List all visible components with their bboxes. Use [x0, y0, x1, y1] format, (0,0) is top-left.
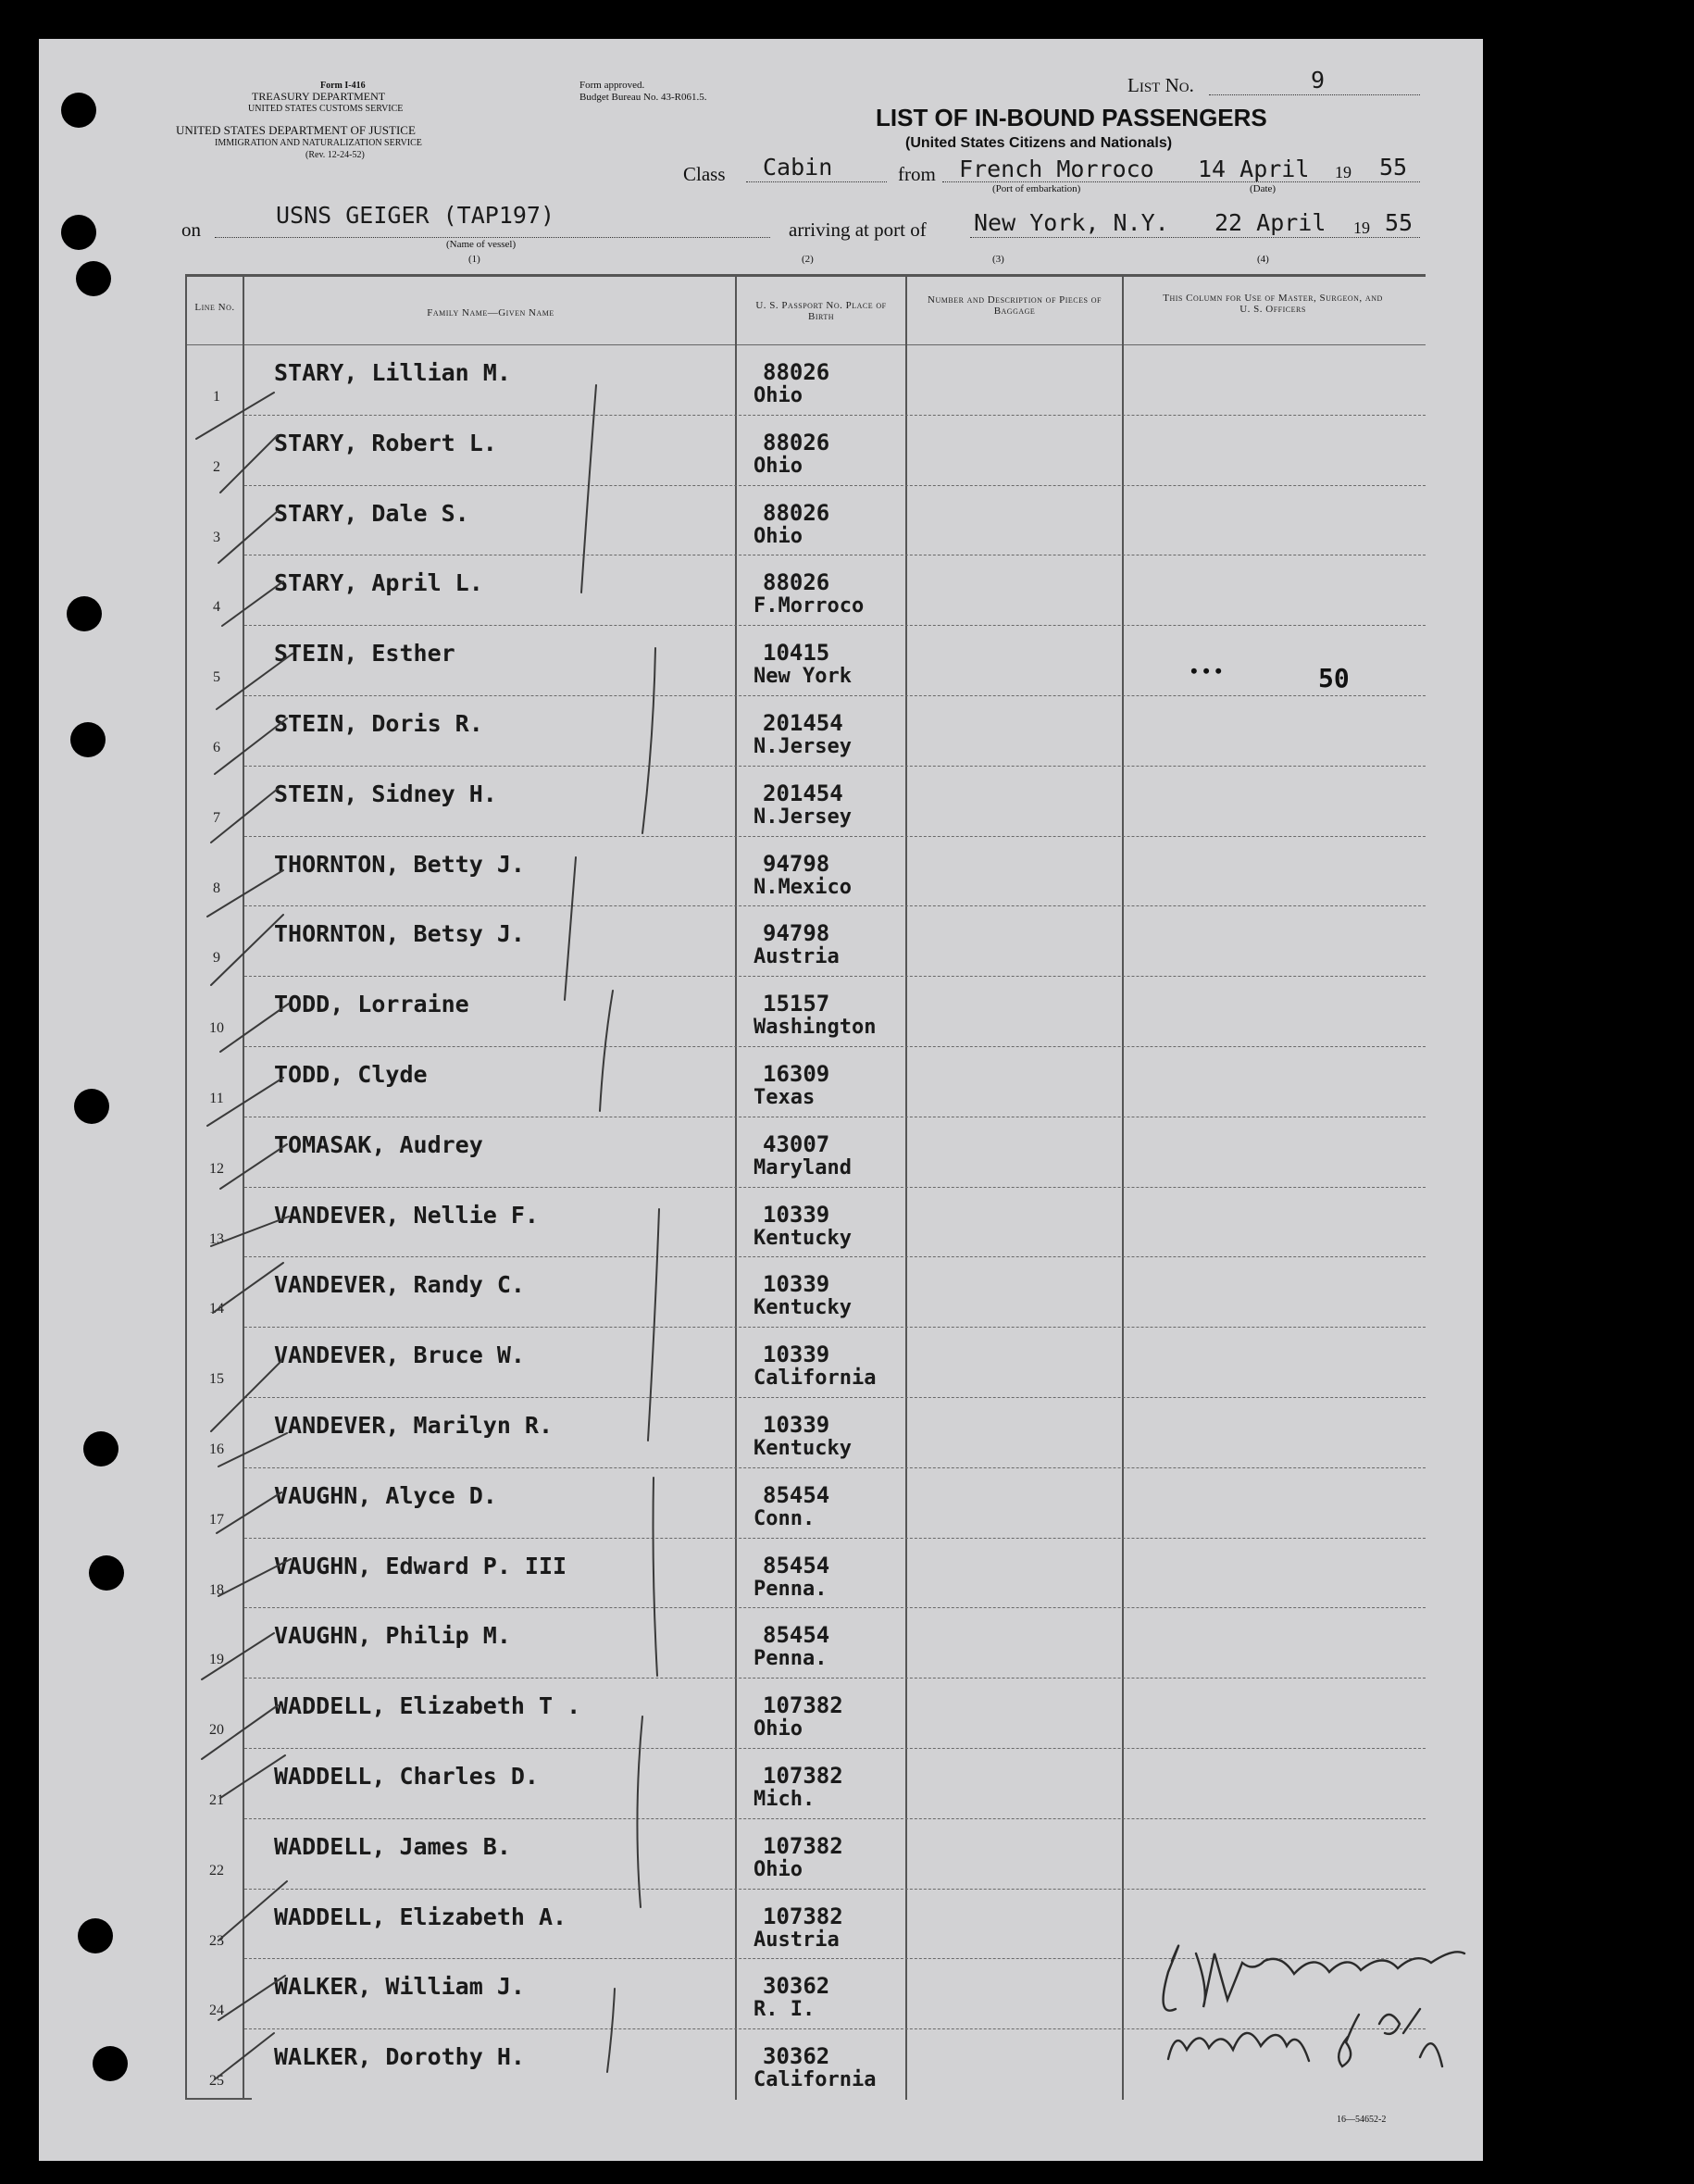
- line-number: 18: [209, 1581, 224, 1598]
- passport-number: 94798: [763, 850, 830, 877]
- place-of-birth: Ohio: [754, 1857, 803, 1881]
- passport-number: 88026: [763, 569, 830, 596]
- embark-date: 14 April: [1198, 156, 1310, 182]
- passenger-name: TODD, Clyde: [274, 1061, 428, 1088]
- passenger-name: VANDEVER, Nellie F.: [274, 1201, 539, 1229]
- revision-date: (Rev. 12-24-52): [305, 150, 365, 160]
- passenger-name: STARY, Lillian M.: [274, 359, 511, 386]
- passenger-name: WADDELL, Charles D.: [274, 1763, 539, 1790]
- line-number: 24: [209, 2003, 224, 2019]
- line-number: 10: [209, 1020, 224, 1037]
- passenger-name: VANDEVER, Marilyn R.: [274, 1412, 554, 1439]
- line-number: 7: [213, 809, 220, 826]
- line-number: 22: [209, 1862, 224, 1878]
- place-of-birth: Ohio: [754, 1717, 803, 1741]
- passport-number: 85454: [763, 1552, 830, 1579]
- line-number: 3: [213, 529, 220, 545]
- passport-number: 107382: [763, 1903, 843, 1929]
- passenger-name: STEIN, Esther: [274, 640, 455, 668]
- place-of-birth: Austria: [754, 1928, 840, 1952]
- arrival-year: 55: [1385, 209, 1414, 236]
- line-number: 21: [209, 1792, 224, 1808]
- justice-dept: UNITED STATES DEPARTMENT OF JUSTICE: [176, 123, 416, 137]
- page-subtitle: (United States Citizens and Nationals): [905, 135, 1173, 151]
- vessel-caption: (Name of vessel): [446, 239, 517, 250]
- place-of-birth: N.Jersey: [754, 805, 852, 829]
- place-of-birth: Ohio: [754, 454, 803, 478]
- passport-number: 10415: [763, 640, 830, 667]
- passport-number: 10339: [763, 1342, 830, 1368]
- list-no-label: List No.: [1127, 74, 1194, 96]
- ins-service: IMMIGRATION AND NATURALIZATION SERVICE: [215, 138, 422, 148]
- line-number: 25: [209, 2073, 224, 2090]
- line-number: 6: [213, 740, 220, 755]
- place-of-birth: Kentucky: [754, 1226, 852, 1250]
- header-line-no: Line No.: [194, 302, 235, 313]
- place-of-birth: New York: [754, 665, 852, 689]
- place-of-birth: Kentucky: [754, 1296, 852, 1320]
- passport-number: 15157: [763, 991, 830, 1017]
- header-name: Family Name—Given Name: [427, 307, 554, 318]
- passport-number: 88026: [763, 499, 830, 526]
- line-number: 20: [209, 1722, 224, 1739]
- line-number: 4: [213, 599, 220, 616]
- vessel-name: USNS GEIGER (TAP197): [276, 202, 555, 229]
- place-of-birth: R. I.: [754, 1998, 816, 2022]
- customs-service: UNITED STATES CUSTOMS SERVICE: [248, 104, 404, 114]
- passport-number: 94798: [763, 920, 830, 947]
- line-number: 13: [209, 1230, 224, 1247]
- line-number: 23: [209, 1932, 224, 1949]
- passenger-name: STEIN, Sidney H.: [274, 780, 497, 807]
- header-passport: U. S. Passport No. Place of Birth: [755, 300, 887, 322]
- port-caption: (Port of embarkation): [992, 183, 1081, 194]
- form-number: Form I-416: [320, 81, 366, 91]
- col-number-4: (4): [1257, 254, 1269, 265]
- place-of-birth: Austria: [754, 945, 840, 969]
- budget-bureau: Budget Bureau No. 43-R061.5.: [579, 92, 707, 103]
- col-number-3: (3): [992, 254, 1004, 265]
- passenger-name: STEIN, Doris R.: [274, 710, 483, 737]
- line-number: 19: [209, 1652, 224, 1668]
- passenger-name: THORNTON, Betsy J.: [274, 920, 525, 948]
- place-of-birth: Penna.: [754, 1647, 828, 1671]
- header-baggage: Number and Description of Pieces of Baggage: [928, 294, 1102, 317]
- passport-number: 201454: [763, 780, 843, 806]
- passport-number: 88026: [763, 359, 830, 385]
- arrival-year-prefix: 19: [1353, 218, 1370, 237]
- line-number: 15: [209, 1371, 224, 1388]
- place-of-birth: Penna.: [754, 1577, 828, 1601]
- line-number: 12: [209, 1160, 224, 1177]
- port-of-embarkation: French Morroco: [959, 156, 1154, 182]
- passport-number: 85454: [763, 1622, 830, 1649]
- passenger-name: TODD, Lorraine: [274, 991, 469, 1018]
- col-number-2: (2): [802, 254, 814, 265]
- line-number: 9: [213, 950, 220, 967]
- place-of-birth: California: [754, 2068, 877, 2092]
- col-number-1: (1): [468, 254, 480, 265]
- passenger-name: WALKER, William J.: [274, 1973, 525, 2001]
- passport-number: 107382: [763, 1763, 843, 1789]
- passenger-name: STARY, Dale S.: [274, 499, 469, 527]
- passport-number: 107382: [763, 1692, 843, 1719]
- place-of-birth: Conn.: [754, 1506, 816, 1530]
- date-caption: (Date): [1250, 183, 1277, 194]
- passport-number: 88026: [763, 429, 830, 456]
- from-label: from: [898, 163, 936, 185]
- passenger-name: VANDEVER, Bruce W.: [274, 1342, 525, 1369]
- line-number: 5: [213, 669, 220, 686]
- officer-mark: 50: [1318, 663, 1350, 693]
- place-of-birth: California: [754, 1367, 877, 1391]
- passenger-name: WADDELL, Elizabeth T .: [274, 1692, 581, 1720]
- passenger-name: WADDELL, James B.: [274, 1832, 511, 1860]
- place-of-birth: Ohio: [754, 384, 803, 407]
- passport-number: 30362: [763, 2043, 830, 2070]
- passenger-name: VANDEVER, Randy C.: [274, 1271, 525, 1299]
- treasury-dept: TREASURY DEPARTMENT: [252, 90, 386, 103]
- passport-number: 107382: [763, 1832, 843, 1859]
- footer-code: 16—54652-2: [1337, 2115, 1387, 2125]
- passenger-name: STARY, April L.: [274, 569, 483, 597]
- passport-number: 30362: [763, 1973, 830, 2000]
- place-of-birth: Washington: [754, 1016, 877, 1040]
- embark-year-prefix: 19: [1335, 163, 1351, 181]
- passenger-name: VAUGHN, Philip M.: [274, 1622, 511, 1650]
- page-title: LIST OF IN-BOUND PASSENGERS: [876, 104, 1267, 131]
- header-officers: This Column for Use of Master, Surgeon, and U. S. Officers: [1163, 293, 1383, 315]
- passport-number: 10339: [763, 1201, 830, 1228]
- line-number: 14: [209, 1301, 224, 1317]
- line-number: 8: [213, 880, 220, 896]
- passenger-name: TOMASAK, Audrey: [274, 1130, 483, 1158]
- place-of-birth: Texas: [754, 1086, 816, 1109]
- place-of-birth: N.Jersey: [754, 735, 852, 758]
- arrival-date: 22 April: [1214, 209, 1327, 236]
- passenger-name: WADDELL, Elizabeth A.: [274, 1903, 567, 1930]
- place-of-birth: Mich.: [754, 1788, 816, 1811]
- place-of-birth: Ohio: [754, 524, 803, 548]
- embark-year: 55: [1379, 154, 1408, 181]
- passenger-name: VAUGHN, Edward P. III: [274, 1552, 567, 1579]
- passenger-name: STARY, Robert L.: [274, 429, 497, 456]
- arrival-port: New York, N.Y.: [974, 209, 1169, 236]
- passport-number: 16309: [763, 1061, 830, 1087]
- place-of-birth: Kentucky: [754, 1437, 852, 1460]
- passport-number: 201454: [763, 710, 843, 736]
- line-number: 16: [209, 1441, 224, 1457]
- arriving-label: arriving at port of: [789, 218, 927, 241]
- passenger-name: VAUGHN, Alyce D.: [274, 1481, 497, 1509]
- line-number: 11: [209, 1091, 224, 1106]
- place-of-birth: Maryland: [754, 1155, 852, 1179]
- form-approved: Form approved.: [579, 80, 645, 91]
- list-no-value: 9: [1311, 67, 1326, 94]
- place-of-birth: F.Morroco: [754, 594, 865, 618]
- line-number: 17: [209, 1511, 224, 1528]
- passport-number: 43007: [763, 1130, 830, 1157]
- passport-number: 10339: [763, 1271, 830, 1298]
- passport-number: 85454: [763, 1481, 830, 1508]
- passenger-name: THORNTON, Betty J.: [274, 850, 525, 878]
- officer-mark-dots: • • •: [1190, 659, 1223, 682]
- line-number: 2: [213, 458, 220, 475]
- class-value: Cabin: [763, 154, 833, 181]
- passport-number: 10339: [763, 1412, 830, 1438]
- class-label: Class: [683, 163, 726, 185]
- on-label: on: [181, 218, 201, 241]
- line-number: 1: [213, 389, 220, 405]
- passenger-name: WALKER, Dorothy H.: [274, 2043, 525, 2071]
- place-of-birth: N.Mexico: [754, 875, 852, 899]
